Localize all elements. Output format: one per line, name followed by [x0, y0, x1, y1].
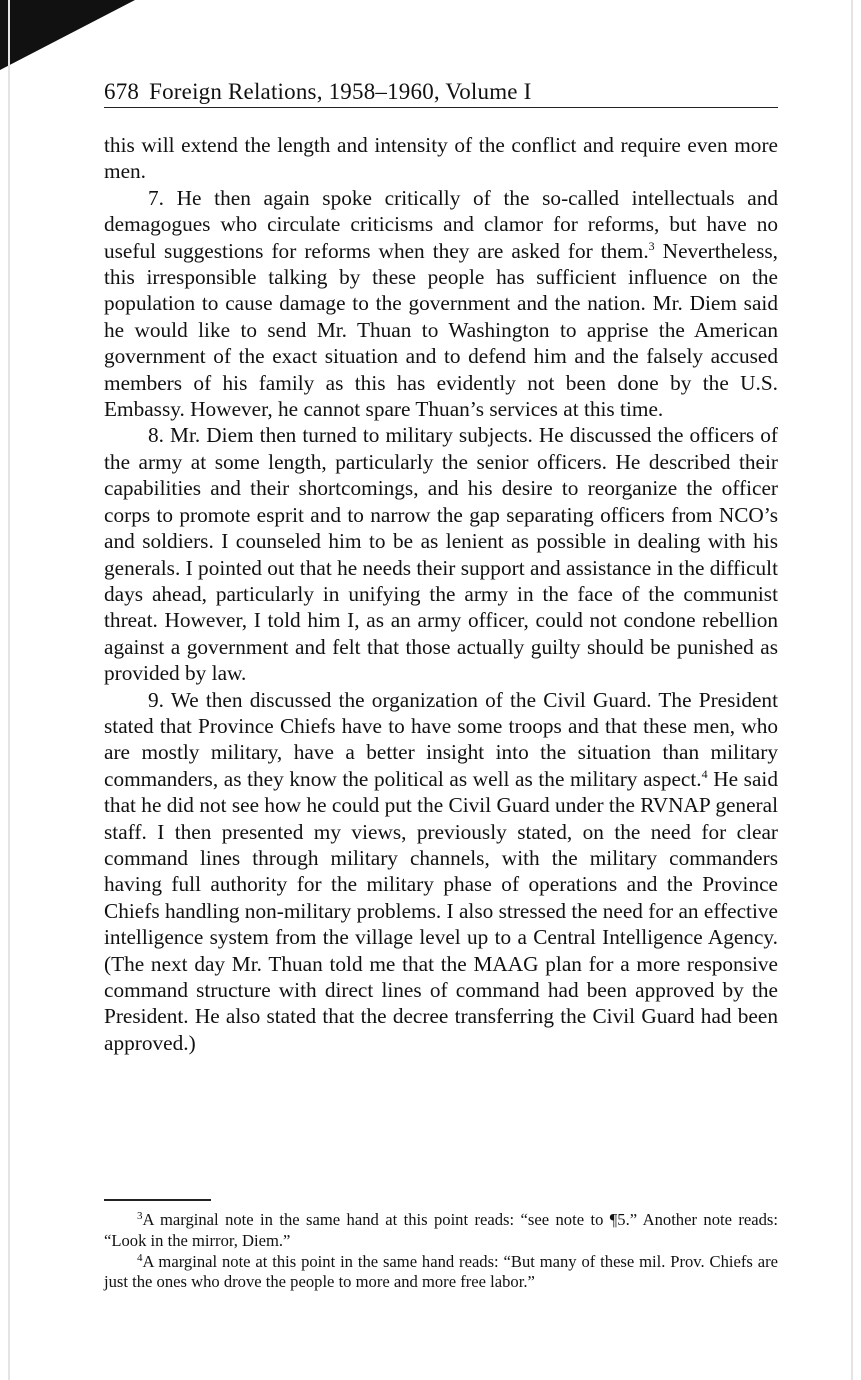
- footnote-marker: 4: [137, 1251, 143, 1264]
- paragraph-continued: this will extend the length and intensity of the conflict and require even more men.: [104, 133, 778, 184]
- scan-corner-shadow: [0, 0, 135, 70]
- footnote-marker: 3: [137, 1210, 143, 1222]
- footnote-divider: [104, 1199, 211, 1201]
- page-number: 678: [104, 79, 140, 104]
- footnote-3: $^3$A marginal note in the same hand at this point reads: “see note to ¶5.” Another note reads: “Look in the mirror, Diem.”: [104, 1210, 778, 1250]
- header-title: Foreign Relations, 1958–1960, Volume I: [149, 79, 532, 104]
- paragraph-number: 7.: [148, 185, 164, 210]
- paragraph-8: 8. Mr. Diem then turned to military subjects. He discussed the officers of the army at some length, particularly the senior officers. He described their capabilities and their shortcomings, and his desire to reorganize the officer corps to promote esprit and to narrow the gap separating officers from NCO’s and soldiers. I counseled him to be as lenient as possible in dealing with his generals. I pointed out that he needs their support and assistance in the difficult days ahead, particularly in unifying the army in the face of the communist threat. However, I told him I, as an army officer, could not condone rebellion against a government and felt that those actually guilty should be punished as provided by law.: [104, 423, 778, 686]
- body-text: [104, 132, 778, 1056]
- footnotes: [104, 1210, 778, 1293]
- paragraph-9: 9. We then discussed the organization of the Civil Guard. The President stated that Province Chiefs have to have some troops and that these men, who are mostly military, have a better insight into the situation than military commanders, as they know the political as well as the military aspect.$^4$ He said that he did not see how he could put the Civil Guard under the RVNAP general staff. I then presented my views, previously stated, on the need for clear command lines through military channels, with the military commanders having full authority for the military phase of operations and the Province Chiefs handling non-military problems. I also stressed the need for an effective intelligence system from the village level up to a Central Intelligence Agency. (The next day Mr. Thuan told me that the MAAG plan for a more responsive command structure with direct lines of command had been approved by the President. He also stated that the decree transferring the Civil Guard had been approved.): [104, 687, 778, 1055]
- paragraph-number: 9.: [148, 687, 164, 712]
- paragraph-number: 8.: [148, 423, 164, 448]
- footnote-ref-4: 4: [701, 766, 708, 781]
- running-header: [104, 78, 778, 108]
- footnote-ref-3: 3: [648, 238, 655, 253]
- footnote-4: $^4$A marginal note at this point in the same hand reads: “But many of these mil. Prov. Chiefs are just the ones who drove the people to more and more free labor.”: [104, 1251, 778, 1292]
- page-edge-left: [8, 0, 10, 1380]
- page-edge-right: [851, 0, 853, 1380]
- paragraph-7: 7. He then again spoke critically of the so-called intellectuals and demagogues who circulate criticisms and clamor for reforms, but have no useful suggestions for reforms when they are asked for them.$^3$ Nevertheless, this irresponsible talking by these people has sufficient influence on the population to cause damage to the government and the nation. Mr. Diem said he would like to send Mr. Thuan to Washington to apprise the American government of the exact situation and to defend him and the falsely accused members of his family as this has evidently not been done by the U.S. Embassy. However, he cannot spare Thuan’s services at this time.: [104, 185, 778, 422]
